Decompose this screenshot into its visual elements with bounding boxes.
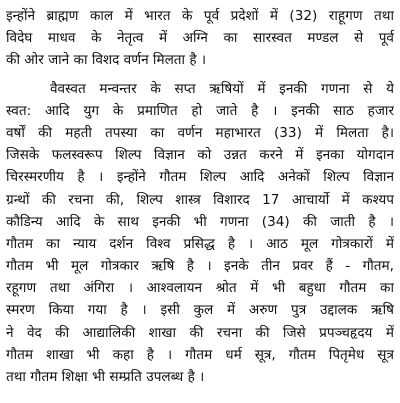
text-line: तथा गौतम शिक्षा भी सम्प्रति उपलब्ध है ।: [6, 369, 205, 385]
text-line: वर्षों की महती तपस्या का वर्णन महाभारत (33) में मिलता है।: [6, 124, 394, 141]
text-line: की ओर जाने का विशद वर्णन मिलता है ।: [6, 52, 207, 69]
text-line: स्वत: आदि युग के प्रमाणित हो जाते है । इनकी साठ हजार: [6, 102, 394, 119]
text-line: रहूगण तथा अंगिरा । आश्वलायन श्रोत में भी बहुधा गौतम का: [6, 280, 394, 297]
text-line: स्मरण किया गया है । इसी कुल में अरुण पुत्र उद्दालक ऋषि: [6, 302, 394, 319]
text-line: ग्रन्थों की रचना की, शिल्प शास्त्र विशारद 17 आचार्यो में कश्यप: [6, 191, 394, 208]
text-line: ने वेद की आद्यालिकी शाखा की रचना की जिसे प्रपञ्चहृदय में: [6, 324, 394, 341]
text-line: गौतम का न्याय दर्शन विश्व प्रसिद्ध है । आठ मूल गोत्रकारों में: [6, 235, 394, 252]
text-line: इन्होंने ब्राह्मण काल में भारत के पूर्व प्रदेशों में (32) राहूगण तथा: [6, 8, 394, 24]
text-line: गौतम शाखा भी कहा है । गौतम धर्म सूत्र, गौतम पितृमेध सूत्र: [6, 346, 394, 363]
text-line: विदेघ माधव के नेतृत्व में अग्नि का सारस्वत मण्डल से पूर्व: [6, 30, 394, 47]
text-line: चिरस्मरणीय है । इन्होंने गौतम शिल्प आदि अनेकों शिल्प विज्ञान: [6, 169, 394, 186]
paragraph-1: [6, 5, 394, 72]
text-line: वैवस्वत मन्वन्तर के सप्त ऋषियों में इनकी गणना से ये: [50, 80, 394, 97]
text-line: जिसके फलस्वरूप शिल्प विज्ञान को उन्नत करने में इनका योगदान: [6, 147, 394, 164]
paragraph-2: [6, 78, 394, 389]
text-line: कौडिन्य आदि के साथ इनकी भी गणना (34) की जाती है ।: [6, 213, 394, 230]
text-line: गौतम भी मूल गोत्रकार ऋषि है । इनके तीन प्रवर हैं - गौतम,: [6, 258, 394, 275]
